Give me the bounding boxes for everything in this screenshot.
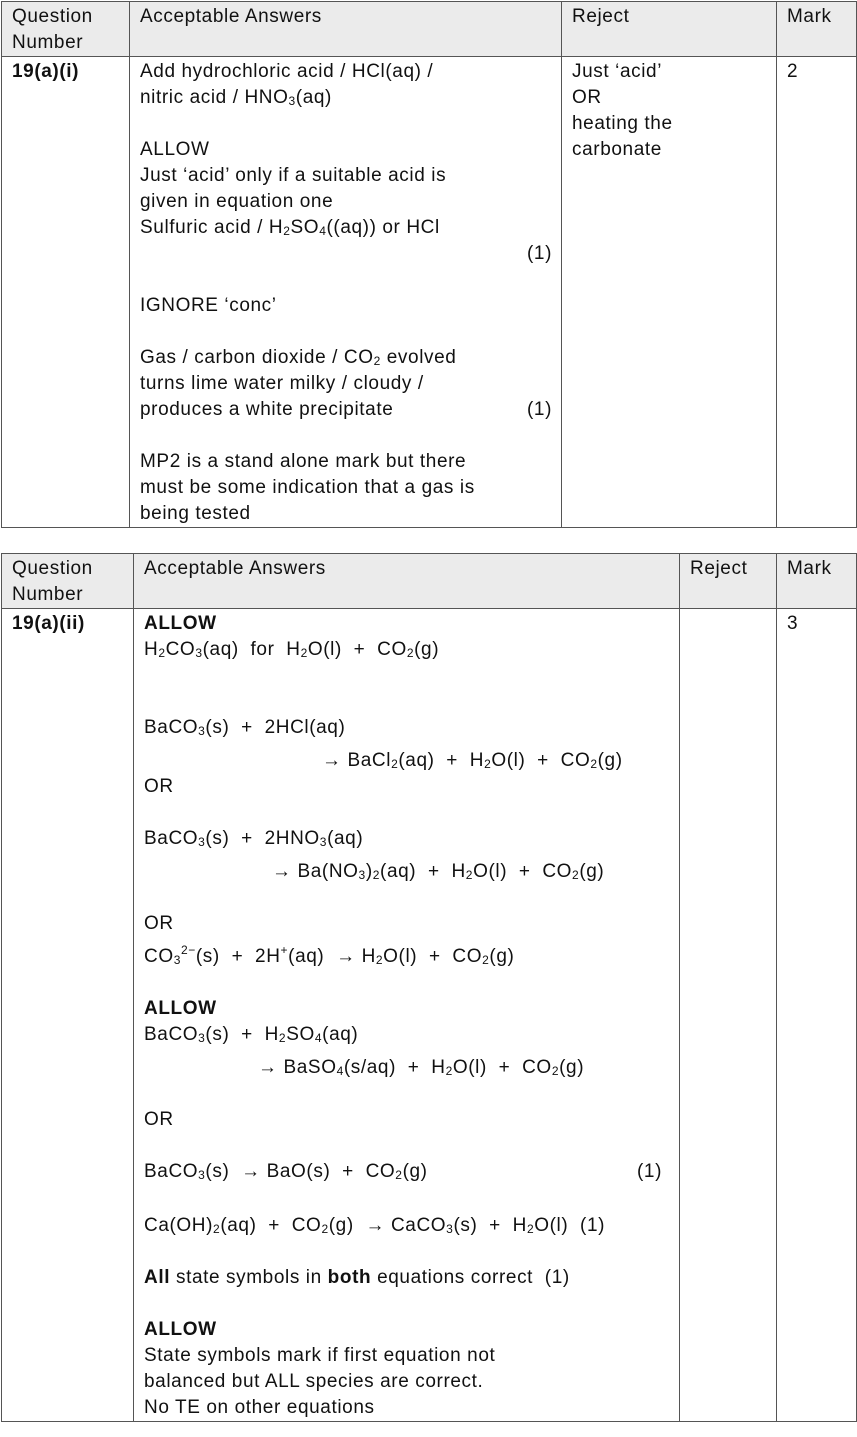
text: O(l) + CO <box>491 750 591 771</box>
subscript: 3 <box>198 835 206 849</box>
text: (g) <box>559 1057 585 1078</box>
mark-scheme-table-19aii <box>1 553 857 1422</box>
reject-cell <box>680 609 777 1422</box>
header-row <box>2 554 857 609</box>
equation-line <box>144 715 670 741</box>
subscript: 4 <box>336 1064 344 1078</box>
subscript: 2 <box>321 1222 329 1236</box>
text: (aq) <box>322 1024 359 1045</box>
mark-cell: 3 <box>777 609 857 1422</box>
text: (s) + 2H <box>195 946 281 967</box>
reject-line: carbonate <box>572 139 662 160</box>
answer-line <box>140 215 552 241</box>
mark-cell: 2 <box>777 57 857 528</box>
answer-row <box>2 609 857 1422</box>
subscript: 2 <box>484 757 492 771</box>
subscript: 2 <box>465 868 474 882</box>
subscript: 3 <box>198 724 206 738</box>
text: → Ba(NO <box>272 861 359 882</box>
answer-line: being tested <box>140 503 251 524</box>
text: (s/aq) + H <box>343 1057 446 1078</box>
text: SO <box>290 217 320 238</box>
text: O(l) (1) <box>534 1215 606 1236</box>
answer-line <box>140 85 552 111</box>
subscript: 3 <box>358 868 366 882</box>
equation-line <box>144 1159 670 1185</box>
subscript: 3 <box>288 94 296 108</box>
subscript: 2 <box>526 1222 535 1236</box>
answer-line: State symbols mark if first equation not <box>144 1345 496 1366</box>
answer-line: Add hydrochloric acid / HCl(aq) / <box>140 61 434 82</box>
text: produces a white precipitate <box>140 399 394 420</box>
answer-line: must be some indication that a gas is <box>140 477 475 498</box>
equation-line <box>144 1055 670 1081</box>
equation-line <box>144 748 670 774</box>
text: (s) + H <box>453 1215 527 1236</box>
subscript: 2 <box>482 953 490 967</box>
subscript: 2 <box>373 354 381 368</box>
text: SO <box>286 1024 315 1045</box>
text: → BaCl <box>322 750 392 771</box>
or-label: OR <box>144 1109 174 1130</box>
mark-point: (1) <box>526 243 552 264</box>
text: (aq) <box>295 87 332 108</box>
text: (aq) <box>327 828 364 849</box>
subscript: 3 <box>195 646 203 660</box>
answer-row <box>2 57 857 528</box>
header-row <box>2 2 857 57</box>
answer-line: given in equation one <box>140 191 334 212</box>
reject-cell <box>562 57 777 528</box>
allow-label: ALLOW <box>144 613 217 634</box>
ignore-note: IGNORE ‘conc’ <box>140 295 277 316</box>
text: (g) <box>597 750 623 771</box>
mark-point: (1) <box>526 399 552 420</box>
equation-line <box>144 944 670 970</box>
subscript: 2 <box>283 224 291 238</box>
text: O(l) + CO <box>473 861 573 882</box>
allow-label: ALLOW <box>144 1319 217 1340</box>
subscript: 2 <box>391 757 399 771</box>
subscript: 3 <box>198 1168 206 1182</box>
subscript: 2 <box>551 1064 560 1078</box>
subscript: 3 <box>198 1031 206 1045</box>
mark-scheme-table-19ai <box>1 1 857 528</box>
text: Ca(OH) <box>144 1215 214 1236</box>
text: (aq) + H <box>398 750 485 771</box>
text: CO <box>144 946 174 967</box>
text: ((aq)) or HCl <box>326 217 440 238</box>
text: All <box>144 1267 171 1288</box>
or-label: OR <box>144 776 174 797</box>
text: (aq) for H <box>202 639 301 660</box>
header-question-number: Question Number <box>2 554 134 609</box>
subscript: 2 <box>375 953 384 967</box>
subscript: 2 <box>372 868 381 882</box>
text: state symbols in <box>170 1267 328 1288</box>
reject-line: Just ‘acid’ <box>572 61 663 82</box>
header-question-number: Question Number <box>2 2 130 57</box>
subscript: 3 <box>319 835 328 849</box>
text: ) <box>365 861 373 882</box>
equation-line <box>144 637 670 663</box>
text: (aq) + H <box>380 861 466 882</box>
question-number: 19(a)(ii) <box>2 609 134 1422</box>
text: H <box>144 639 159 660</box>
text: BaCO <box>144 1161 199 1182</box>
answer-line: turns lime water milky / cloudy / <box>140 373 424 394</box>
subscript: 2 <box>213 1222 221 1236</box>
subscript: 2 <box>395 1168 403 1182</box>
acceptable-answers-cell <box>134 609 680 1422</box>
subscript: 3 <box>446 1222 454 1236</box>
text: (s) → BaO(s) + CO <box>205 1161 396 1182</box>
text: evolved <box>380 347 457 368</box>
text: Gas / carbon dioxide / CO <box>140 347 374 368</box>
equation-line <box>144 1022 670 1048</box>
acceptable-answers-cell <box>130 57 562 528</box>
header-mark: Mark <box>777 554 857 609</box>
equation-line <box>144 826 670 852</box>
header-acceptable-answers: Acceptable Answers <box>130 2 562 57</box>
subscript: 2 <box>406 646 415 660</box>
allow-label: ALLOW <box>140 139 210 160</box>
text: BaCO <box>144 717 199 738</box>
answer-line: No TE on other equations <box>144 1397 375 1418</box>
text: CO <box>165 639 196 660</box>
text: nitric acid / HNO <box>140 87 289 108</box>
reject-line: OR <box>572 87 602 108</box>
text: O(l) + CO <box>452 1057 552 1078</box>
text: (s) + H <box>205 1024 279 1045</box>
subscript: 2 <box>278 1031 287 1045</box>
subscript: 4 <box>319 224 327 238</box>
equation-line <box>144 1213 670 1239</box>
answer-line <box>140 397 552 423</box>
text: (g) → CaCO <box>328 1215 447 1236</box>
text: equations correct (1) <box>371 1267 570 1288</box>
text: (g) <box>402 1161 428 1182</box>
text: (s) + 2HCl(aq) <box>205 717 346 738</box>
text: (s) + 2HNO <box>205 828 320 849</box>
subscript: 2 <box>158 646 166 660</box>
answer-line <box>140 345 552 371</box>
answer-line: MP2 is a stand alone mark but there <box>140 451 467 472</box>
text: Sulfuric acid / H <box>140 217 284 238</box>
subscript: 4 <box>314 1031 323 1045</box>
reject-line: heating the <box>572 113 673 134</box>
subscript: 3 <box>173 953 181 967</box>
text: (g) <box>414 639 440 660</box>
text: (aq) + CO <box>220 1215 322 1236</box>
text: O(l) + CO <box>383 946 483 967</box>
mark-point: (1) <box>636 1161 662 1182</box>
header-acceptable-answers: Acceptable Answers <box>134 554 680 609</box>
question-number: 19(a)(i) <box>2 57 130 528</box>
text: BaCO <box>144 828 199 849</box>
equation-line <box>144 859 670 885</box>
subscript: 2 <box>572 868 580 882</box>
header-reject: Reject <box>562 2 777 57</box>
text: BaCO <box>144 1024 199 1045</box>
text: (aq) → H <box>288 946 376 967</box>
allow-label: ALLOW <box>144 998 217 1019</box>
superscript: + <box>280 943 289 957</box>
subscript: 2 <box>590 757 598 771</box>
text: (g) <box>579 861 605 882</box>
text: O(l) + CO <box>307 639 407 660</box>
header-reject: Reject <box>680 554 777 609</box>
text: (g) <box>489 946 515 967</box>
text: → BaSO <box>258 1057 337 1078</box>
subscript: 2 <box>445 1064 453 1078</box>
subscript: 2 <box>300 646 308 660</box>
header-mark: Mark <box>777 2 857 57</box>
or-label: OR <box>144 913 174 934</box>
answer-line: balanced but ALL species are correct. <box>144 1371 484 1392</box>
superscript: 2− <box>180 943 196 957</box>
state-symbols-line <box>144 1265 670 1291</box>
answer-line: Just ‘acid’ only if a suitable acid is <box>140 165 447 186</box>
text: both <box>327 1267 372 1288</box>
